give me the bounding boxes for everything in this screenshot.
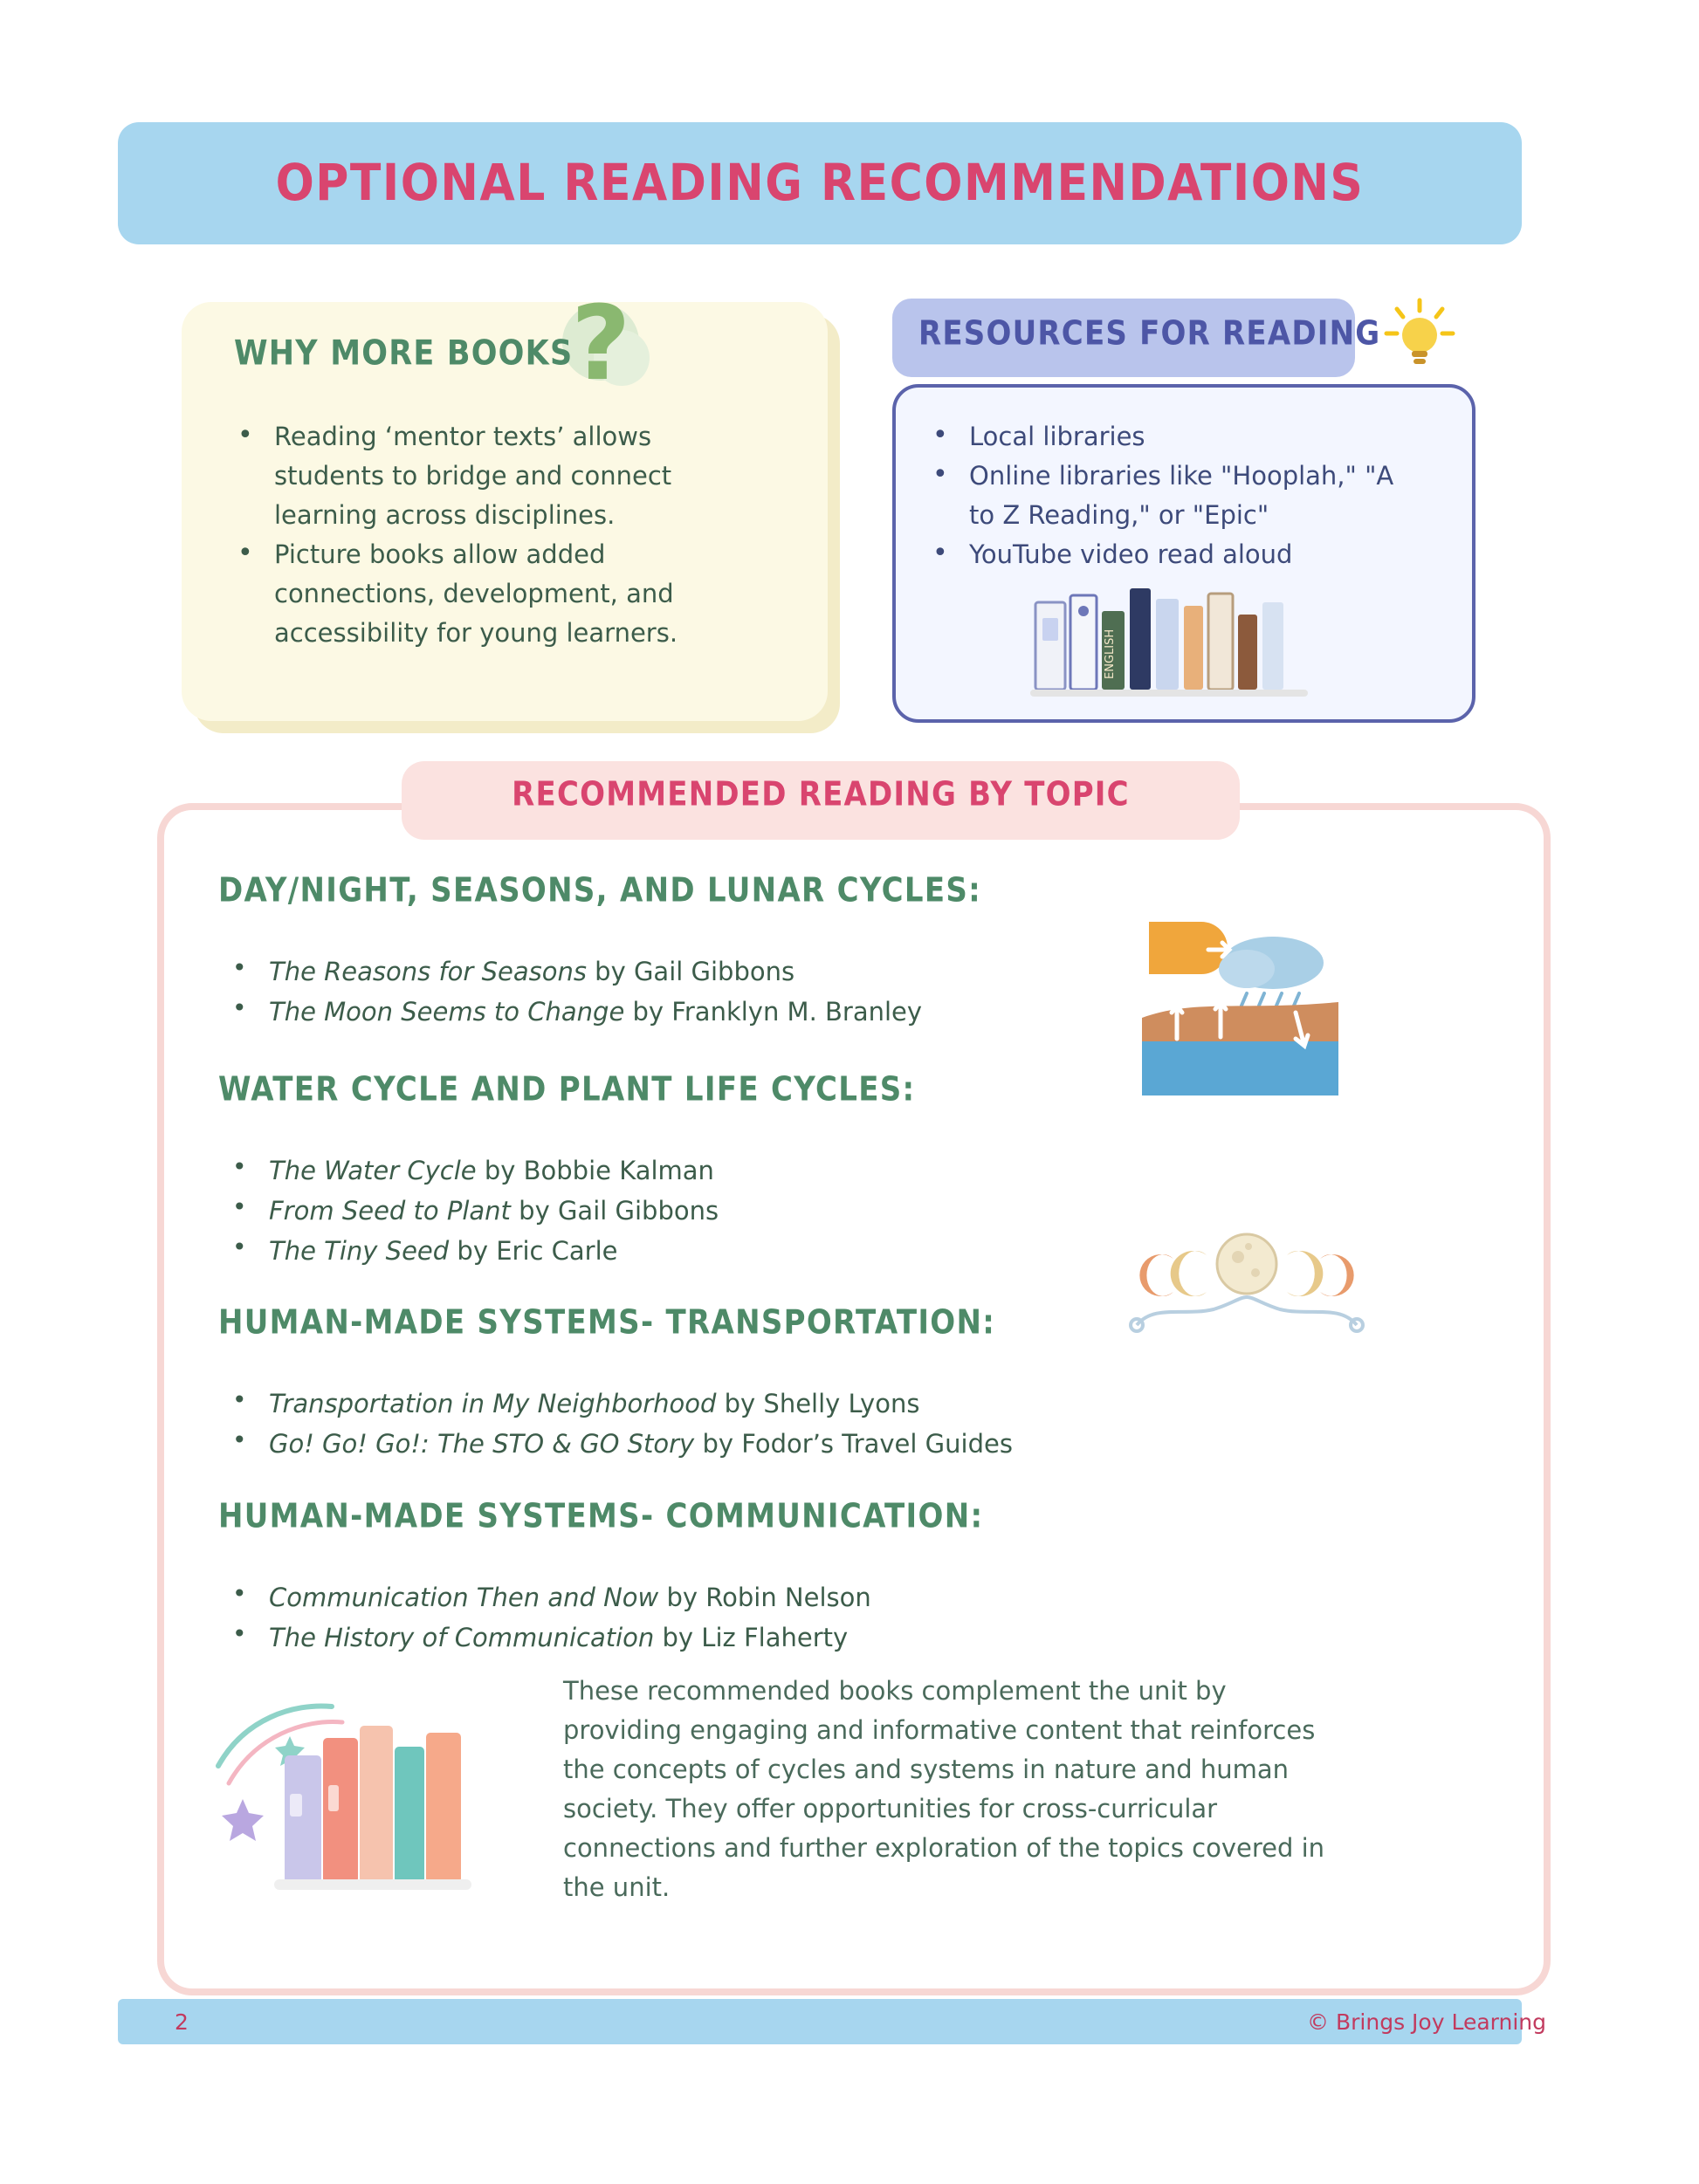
- resources-heading: RESOURCES FOR READING: [918, 313, 1381, 354]
- book-author: by Fodor’s Travel Guides: [694, 1429, 1013, 1459]
- book-author: by Liz Flaherty: [654, 1623, 849, 1652]
- list-item: [218, 1191, 1196, 1231]
- recommended-reading-heading: RECOMMENDED READING BY TOPIC: [512, 774, 1130, 814]
- list-item: • Online libraries like "Hooplah," "A to Z Reading," or "Epic": [918, 457, 1425, 535]
- topic-heading-day-night: DAY/NIGHT, SEASONS, AND LUNAR CYCLES:: [218, 870, 982, 910]
- summary-paragraph: These recommended books complement the unit by providing engaging and informative content that reinforces the concepts of cycles and systems in nature and human society. They offer opportunities for cross-curricular connections and further exploration of the topics covered in the unit.: [563, 1676, 1325, 1902]
- book-list-transportation: [218, 1384, 1196, 1464]
- list-item: [218, 1424, 1196, 1464]
- book-title: The Tiny Seed: [269, 1236, 450, 1266]
- book-author: by Gail Gibbons: [586, 957, 795, 986]
- resources-list: [918, 417, 1425, 574]
- book-author: by Franklyn M. Branley: [624, 997, 923, 1027]
- list-item: [218, 951, 1196, 992]
- book-author: by Gail Gibbons: [510, 1196, 719, 1226]
- book-title: The Moon Seems to Change: [269, 997, 625, 1027]
- svg-text:ENGLISH: ENGLISH: [1104, 628, 1117, 679]
- book-list-communication: [218, 1577, 1196, 1658]
- book-list-water-cycle: [218, 1150, 1196, 1271]
- list-item: • Picture books allow added connections, development, and accessibility for young learners.: [224, 535, 765, 653]
- why-more-books-heading: WHY MORE BOOKS: [234, 333, 574, 374]
- book-author: by Bobbie Kalman: [476, 1156, 714, 1185]
- list-item: [218, 1577, 1196, 1617]
- bookshelf-illustration: [1030, 576, 1318, 698]
- list-item: • YouTube video read aloud: [918, 535, 1425, 574]
- book-title: From Seed to Plant: [269, 1196, 511, 1226]
- book-author: by Robin Nelson: [658, 1583, 871, 1612]
- list-item: [218, 1617, 1196, 1658]
- question-mark-icon: ?: [554, 288, 658, 393]
- book-title: Go! Go! Go!: The STO & GO Story: [269, 1429, 695, 1459]
- page-title-banner: [118, 122, 1522, 244]
- book-title: The Reasons for Seasons: [269, 957, 587, 986]
- footer-page-number: 2: [175, 2009, 189, 2035]
- book-title: The History of Communication: [269, 1623, 655, 1652]
- book-author: by Eric Carle: [449, 1236, 618, 1266]
- list-item: [218, 1150, 1196, 1191]
- book-title: Transportation in My Neighborhood: [269, 1389, 717, 1418]
- stack-of-books-illustration: [210, 1672, 506, 1899]
- list-item: • Local libraries: [918, 417, 1425, 457]
- topic-heading-water-cycle: WATER CYCLE AND PLANT LIFE CYCLES:: [218, 1069, 916, 1109]
- water-cycle-illustration: [1142, 915, 1338, 1098]
- topic-heading-communication: HUMAN-MADE SYSTEMS- COMMUNICATION:: [218, 1496, 984, 1536]
- book-title: Communication Then and Now: [269, 1583, 659, 1612]
- list-item: • Reading ‘mentor texts’ allows students to bridge and connect learning across disciplines.: [224, 417, 765, 535]
- book-author: by Shelly Lyons: [716, 1389, 920, 1418]
- book-list-day-night: [218, 951, 1196, 1032]
- why-more-books-list: [224, 417, 765, 653]
- list-item: [218, 1384, 1196, 1424]
- page-title: OPTIONAL READING RECOMMENDATIONS: [275, 154, 1365, 213]
- list-item: [218, 1231, 1196, 1271]
- list-item: [218, 992, 1196, 1032]
- topic-heading-transportation: HUMAN-MADE SYSTEMS- TRANSPORTATION:: [218, 1302, 996, 1343]
- moon-phases-illustration: [1116, 1213, 1378, 1353]
- footer-copyright: © Brings Joy Learning: [1307, 2009, 1546, 2035]
- lightbulb-icon: [1379, 297, 1460, 377]
- book-title: The Water Cycle: [269, 1156, 477, 1185]
